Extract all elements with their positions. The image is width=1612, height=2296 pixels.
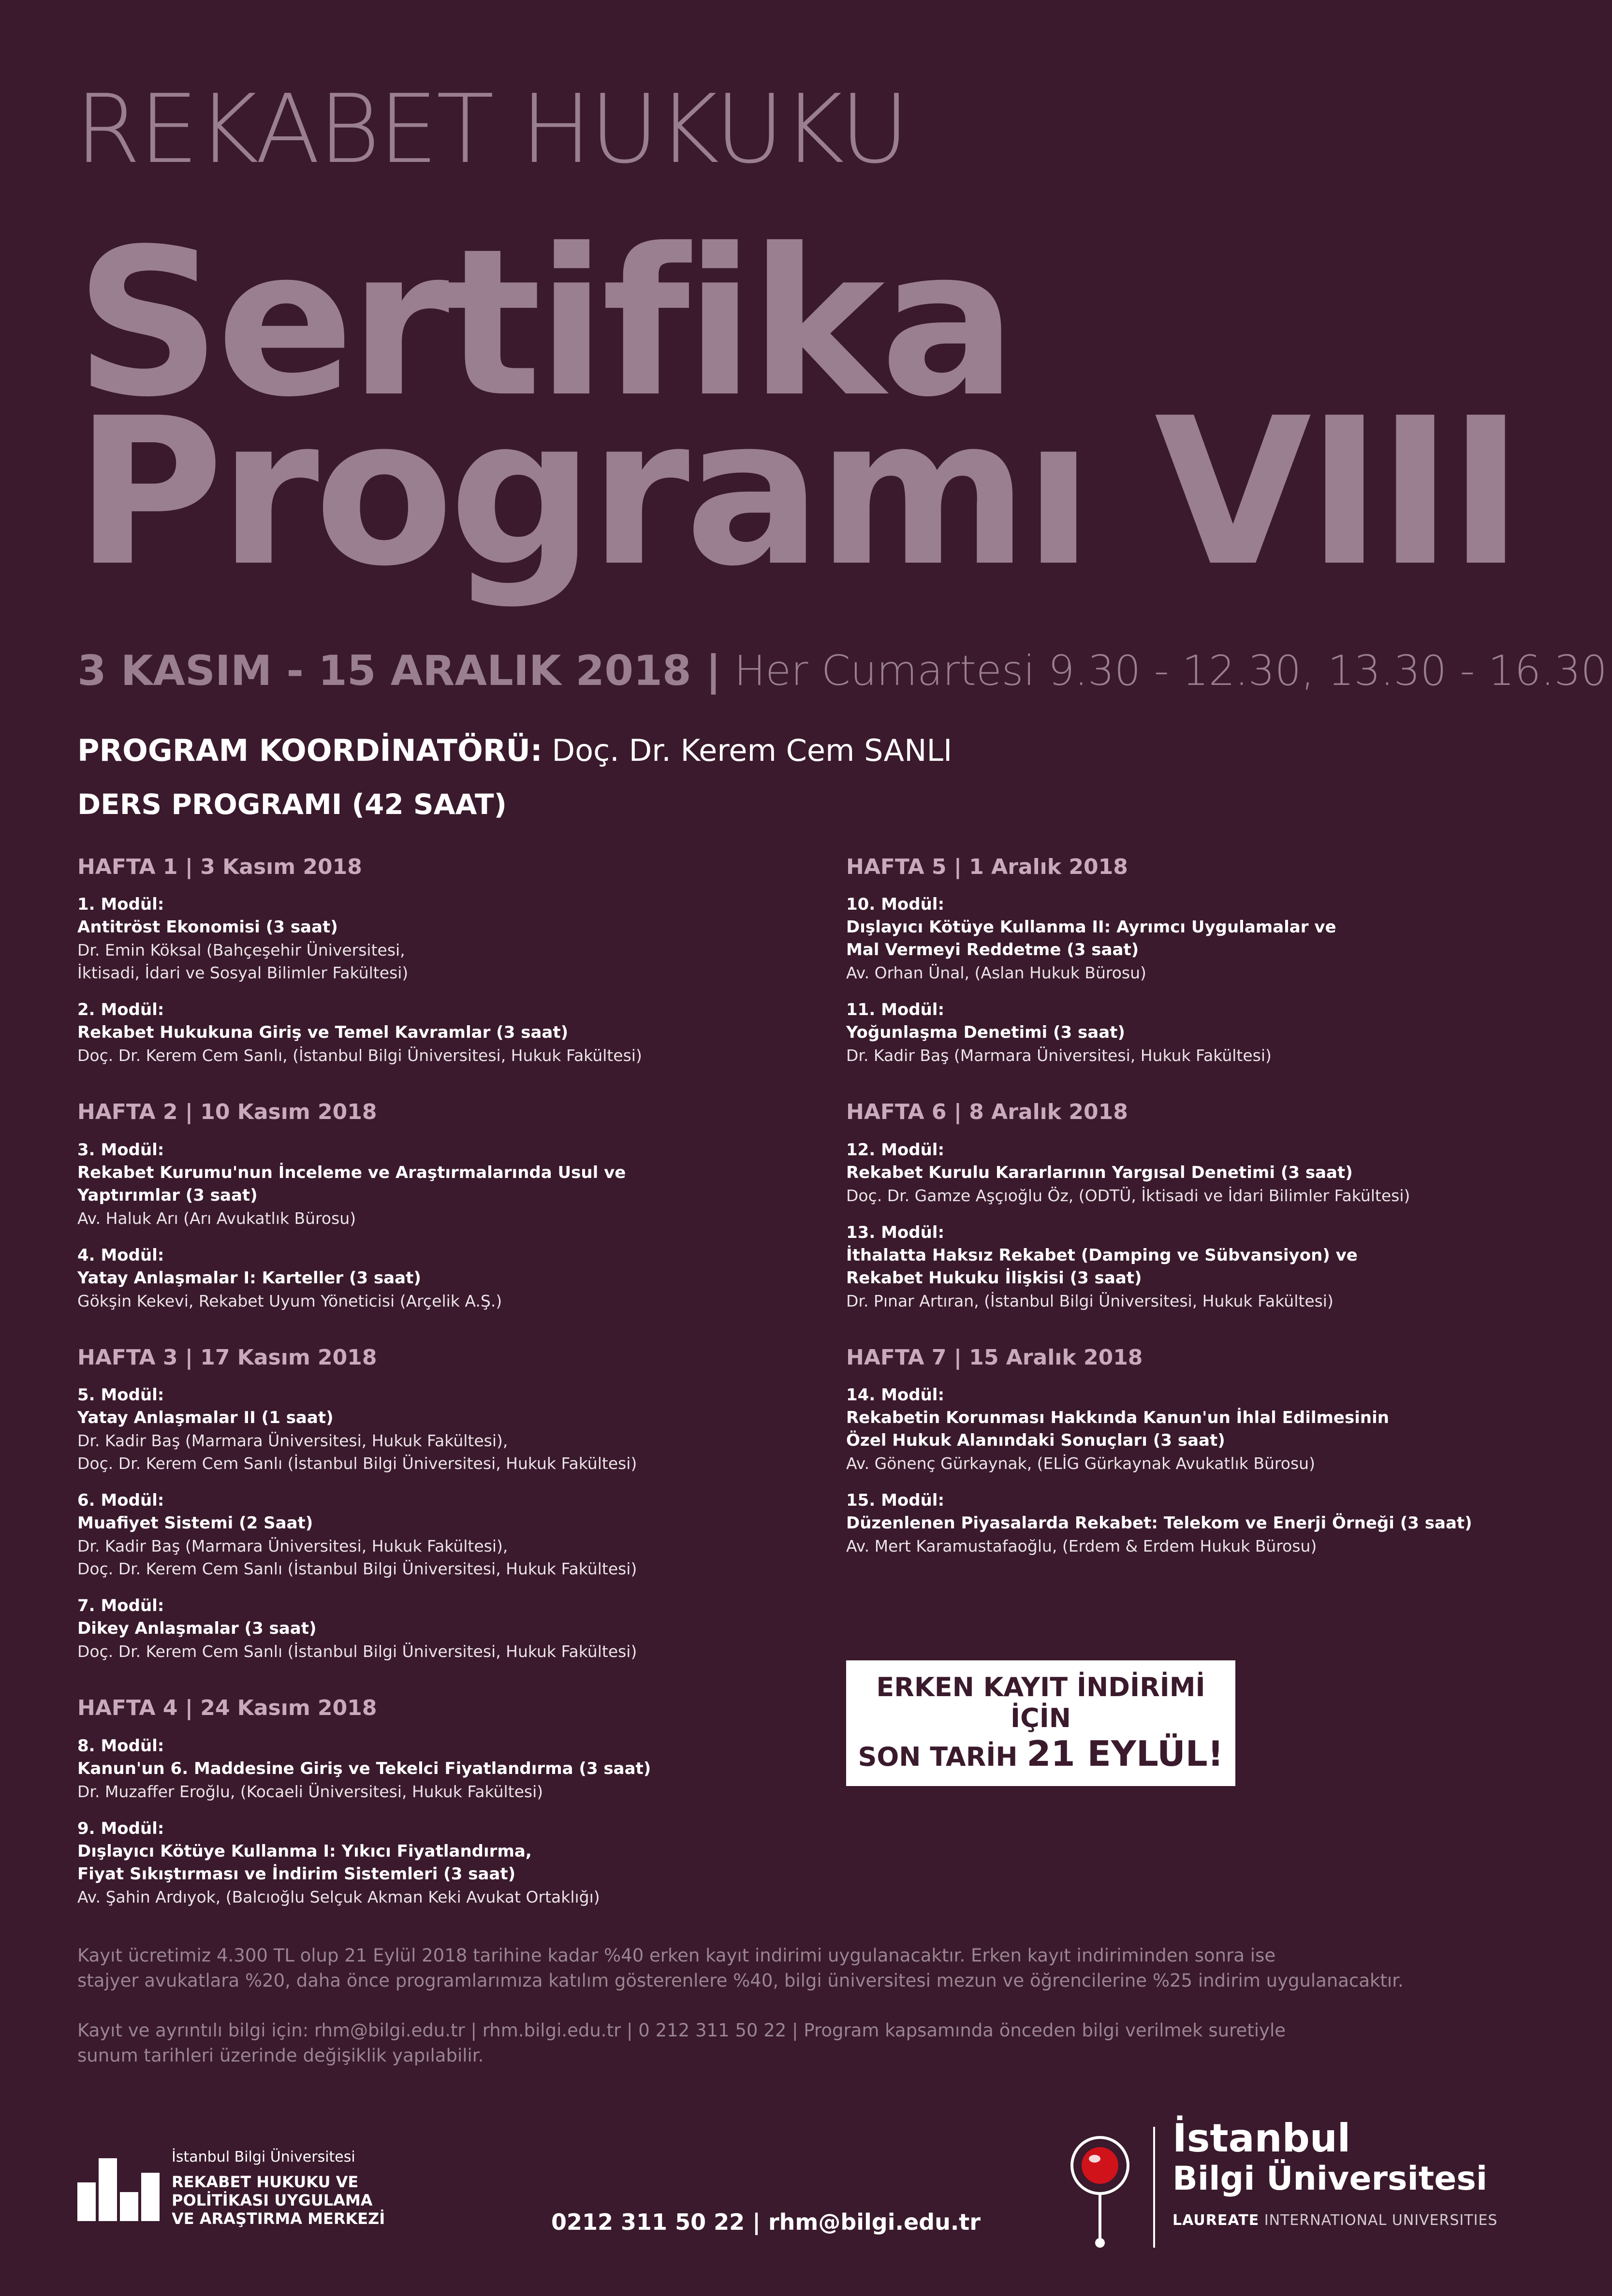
bilgi-line2: Bilgi Üniversitesi	[1172, 2160, 1488, 2198]
week-title: HAFTA 7 | 15 Aralık 2018	[846, 1345, 1143, 1370]
module-title: Dışlayıcı Kötüye Kullanma II: Ayrımcı Uygulamalar ve	[846, 917, 1336, 937]
module-number: 12. Modül:	[846, 1140, 945, 1160]
module-title-cont: Mal Vermeyi Reddetme (3 saat)	[846, 940, 1139, 960]
module-title: Rekabet Kurumu'nun İnceleme ve Araştırmalarında Usul ve	[77, 1163, 626, 1182]
module-item	[846, 1384, 1581, 1475]
module-item	[77, 1489, 812, 1580]
module-number: 9. Modül:	[77, 1818, 164, 1838]
module-item	[77, 1735, 812, 1803]
week-title: HAFTA 5 | 1 Aralık 2018	[846, 855, 1128, 879]
module-title-cont: Rekabet Hukuku İlişkisi (3 saat)	[846, 1268, 1142, 1288]
module-title-cont: Yaptırımlar (3 saat)	[77, 1185, 258, 1205]
module-item	[77, 1244, 812, 1312]
module-instructor: Dr. Kadir Baş (Marmara Üniversitesi, Hukuk Fakültesi),	[77, 1537, 508, 1556]
module-number: 13. Modül:	[846, 1222, 945, 1242]
logo-divider	[1153, 2127, 1155, 2248]
module-title: Rekabet Kurulu Kararlarının Yargısal Denetimi (3 saat)	[846, 1163, 1353, 1182]
module-item	[846, 1139, 1581, 1207]
schedule-left-column	[77, 856, 812, 1923]
module-title: Dikey Anlaşmalar (3 saat)	[77, 1619, 317, 1639]
module-item	[846, 1221, 1581, 1312]
module-number: 1. Modül:	[77, 895, 164, 915]
module-instructor: Av. Orhan Ünal, (Aslan Hukuk Bürosu)	[846, 963, 1146, 983]
module-number: 15. Modül:	[846, 1491, 945, 1511]
module-instructor: Dr. Emin Köksal (Bahçeşehir Üniversitesi,	[77, 941, 405, 960]
module-instructor: Av. Şahin Ardıyok, (Balcıoğlu Selçuk Akman Keki Avukat Ortaklığı)	[77, 1887, 600, 1906]
module-instructor: Doç. Dr. Kerem Cem Sanlı (İstanbul Bilgi Üniversitesi, Hukuk Fakültesi)	[77, 1454, 637, 1473]
week-block	[77, 856, 812, 1067]
dates-range: 3 KASIM - 15 ARALIK 2018 |	[77, 647, 721, 695]
module-instructor: Doç. Dr. Kerem Cem Sanlı (İstanbul Bilgi Üniversitesi, Hukuk Fakültesi)	[77, 1559, 637, 1579]
module-number: 14. Modül:	[846, 1385, 945, 1405]
module-number: 7. Modül:	[77, 1596, 164, 1616]
title-rekabet-hukuku: REKABET HUKUKU	[75, 74, 908, 185]
bar-chart-logo-icon	[77, 2158, 160, 2221]
module-instructor: Dr. Kadir Baş (Marmara Üniversitesi, Hukuk Fakültesi)	[846, 1046, 1272, 1065]
module-title: Muafiyet Sistemi (2 Saat)	[77, 1513, 313, 1533]
module-number: 10. Modül:	[846, 895, 945, 915]
module-title: Rekabetin Korunması Hakkında Kanun'un İhlal Edilmesinin	[846, 1408, 1389, 1428]
module-item	[77, 893, 812, 984]
title-sertifika: Sertifika	[75, 205, 1012, 442]
module-number: 4. Modül:	[77, 1245, 164, 1265]
course-program-heading: DERS PROGRAMI (42 SAAT)	[77, 788, 507, 821]
early-registration-box	[846, 1660, 1235, 1786]
title-programi: Programı VIII	[75, 375, 1519, 611]
week-block	[846, 1101, 1581, 1312]
module-item	[77, 1139, 812, 1230]
week-block	[77, 1346, 812, 1663]
module-item	[77, 1817, 812, 1908]
schedule-right-column	[846, 856, 1581, 1572]
module-instructor: Dr. Pınar Artıran, (İstanbul Bilgi Üniversitesi, Hukuk Fakültesi)	[846, 1291, 1334, 1310]
rhm-line: VE ARAŞTIRMA MERKEZİ	[172, 2209, 385, 2228]
module-number: 3. Modül:	[77, 1140, 164, 1160]
module-number: 2. Modül:	[77, 1000, 164, 1020]
dates-schedule: Her Cumartesi 9.30 - 12.30, 13.30 - 16.30	[734, 647, 1607, 695]
contact-line: sunum tarihleri üzerinde değişiklik yapılabilir.	[77, 2045, 484, 2066]
module-title: Kanun'un 6. Maddesine Giriş ve Tekelci Fiyatlandırma (3 saat)	[77, 1758, 651, 1778]
module-instructor: Doç. Dr. Gamze Aşçıoğlu Öz, (ODTÜ, İktisadi ve İdari Bilimler Fakültesi)	[846, 1186, 1410, 1205]
module-instructor: Dr. Muzaffer Eroğlu, (Kocaeli Üniversitesi, Hukuk Fakültesi)	[77, 1782, 543, 1801]
cta-deadline-label: SON TARİH	[858, 1742, 1018, 1773]
bilgi-name	[1172, 2117, 1497, 2229]
laureate-bold: LAUREATE	[1172, 2212, 1260, 2229]
bilgi-emblem-icon	[1064, 2127, 1136, 2252]
laureate-tagline	[1172, 2212, 1497, 2229]
week-block	[846, 856, 1581, 1067]
module-instructor: Dr. Kadir Baş (Marmara Üniversitesi, Hukuk Fakültesi),	[77, 1431, 508, 1451]
module-title-cont: Fiyat Sıkıştırması ve İndirim Sistemleri (3 saat)	[77, 1864, 516, 1884]
contact-line: Kayıt ve ayrıntılı bilgi için: rhm@bilgi.edu.tr | rhm.bilgi.edu.tr | 0 212 311 50 22 | Program kapsamında önceden bilgi verilmek suretiyle	[77, 2020, 1286, 2041]
module-item	[846, 1489, 1581, 1557]
contact-info	[77, 2018, 1552, 2068]
cta-deadline-date: 21 EYLÜL!	[1026, 1733, 1224, 1774]
module-item	[846, 893, 1581, 984]
module-item	[77, 999, 812, 1067]
week-title: HAFTA 1 | 3 Kasım 2018	[77, 855, 362, 879]
week-block	[77, 1101, 812, 1312]
week-title: HAFTA 3 | 17 Kasım 2018	[77, 1345, 377, 1370]
module-number: 6. Modül:	[77, 1491, 164, 1511]
module-instructor: Gökşin Kekevi, Rekabet Uyum Yöneticisi (Arçelik A.Ş.)	[77, 1291, 502, 1310]
module-title: Düzenlenen Piyasalarda Rekabet: Telekom ve Enerji Örneği (3 saat)	[846, 1513, 1472, 1533]
laureate-rest: INTERNATIONAL UNIVERSITIES	[1264, 2212, 1498, 2229]
module-title: Rekabet Hukukuna Giriş ve Temel Kavramlar (3 saat)	[77, 1023, 569, 1043]
week-title: HAFTA 2 | 10 Kasım 2018	[77, 1100, 377, 1125]
module-title-cont: Özel Hukuk Alanındaki Sonuçları (3 saat)	[846, 1431, 1225, 1451]
module-title: Dışlayıcı Kötüye Kullanma I: Yıkıcı Fiyatlandırma,	[77, 1841, 532, 1861]
module-instructor: Av. Gönenç Gürkaynak, (ELİG Gürkaynak Avukatlık Bürosu)	[846, 1454, 1315, 1473]
week-block	[846, 1346, 1581, 1557]
module-title: Yatay Anlaşmalar II (1 saat)	[77, 1408, 334, 1428]
week-title: HAFTA 4 | 24 Kasım 2018	[77, 1696, 377, 1721]
cta-line1: ERKEN KAYIT İNDİRİMİ İÇİN	[876, 1671, 1205, 1733]
module-instructor: Av. Haluk Arı (Arı Avukatlık Bürosu)	[77, 1208, 356, 1228]
module-instructor: Av. Mert Karamustafaoğlu, (Erdem & Erdem Hukuk Bürosu)	[846, 1537, 1317, 1556]
cta-line2	[858, 1733, 1224, 1774]
rhm-university: İstanbul Bilgi Üniversitesi	[172, 2149, 355, 2165]
footer-contact: 0212 311 50 22 | rhm@bilgi.edu.tr	[551, 2209, 981, 2235]
module-instructor: Doç. Dr. Kerem Cem Sanlı, (İstanbul Bilgi Üniversitesi, Hukuk Fakültesi)	[77, 1046, 642, 1065]
module-item	[77, 1384, 812, 1475]
program-coordinator	[77, 733, 953, 768]
week-block	[77, 1697, 812, 1908]
rhm-name	[172, 2173, 385, 2228]
fee-line: stajyer avukatlara %20, daha önce programlarımıza katılım gösterenlere %40, bilgi üniversitesi mezun ve öğrencilerine %25 indirim uygulanacaktır.	[77, 1970, 1404, 1991]
program-dates	[77, 647, 1607, 695]
fee-info	[77, 1943, 1552, 1993]
module-item	[846, 999, 1581, 1067]
fee-line: Kayıt ücretimiz 4.300 TL olup 21 Eylül 2018 tarihine kadar %40 erken kayıt indirimi uygulanacaktır. Erken kayıt indiriminden sonra ise	[77, 1945, 1276, 1966]
module-item	[77, 1595, 812, 1663]
module-title: Yatay Anlaşmalar I: Karteller (3 saat)	[77, 1268, 421, 1288]
module-instructor: İktisadi, İdari ve Sosyal Bilimler Fakültesi)	[77, 963, 409, 983]
module-instructor: Doç. Dr. Kerem Cem Sanlı (İstanbul Bilgi Üniversitesi, Hukuk Fakültesi)	[77, 1642, 637, 1661]
module-number: 8. Modül:	[77, 1736, 164, 1756]
week-title: HAFTA 6 | 8 Aralık 2018	[846, 1100, 1128, 1125]
bilgi-line1: İstanbul	[1172, 2116, 1351, 2161]
rhm-line: REKABET HUKUKU VE	[172, 2173, 359, 2191]
rhm-line: POLİTİKASI UYGULAMA	[172, 2191, 373, 2209]
module-title: Antitröst Ekonomisi (3 saat)	[77, 917, 338, 937]
module-title: İthalatta Haksız Rekabet (Damping ve Sübvansiyon) ve	[846, 1245, 1358, 1265]
coordinator-label: PROGRAM KOORDİNATÖRÜ:	[77, 733, 542, 768]
module-title: Yoğunlaşma Denetimi (3 saat)	[846, 1023, 1125, 1043]
module-number: 5. Modül:	[77, 1385, 164, 1405]
module-number: 11. Modül:	[846, 1000, 945, 1020]
coordinator-name: Doç. Dr. Kerem Cem SANLI	[552, 733, 953, 768]
